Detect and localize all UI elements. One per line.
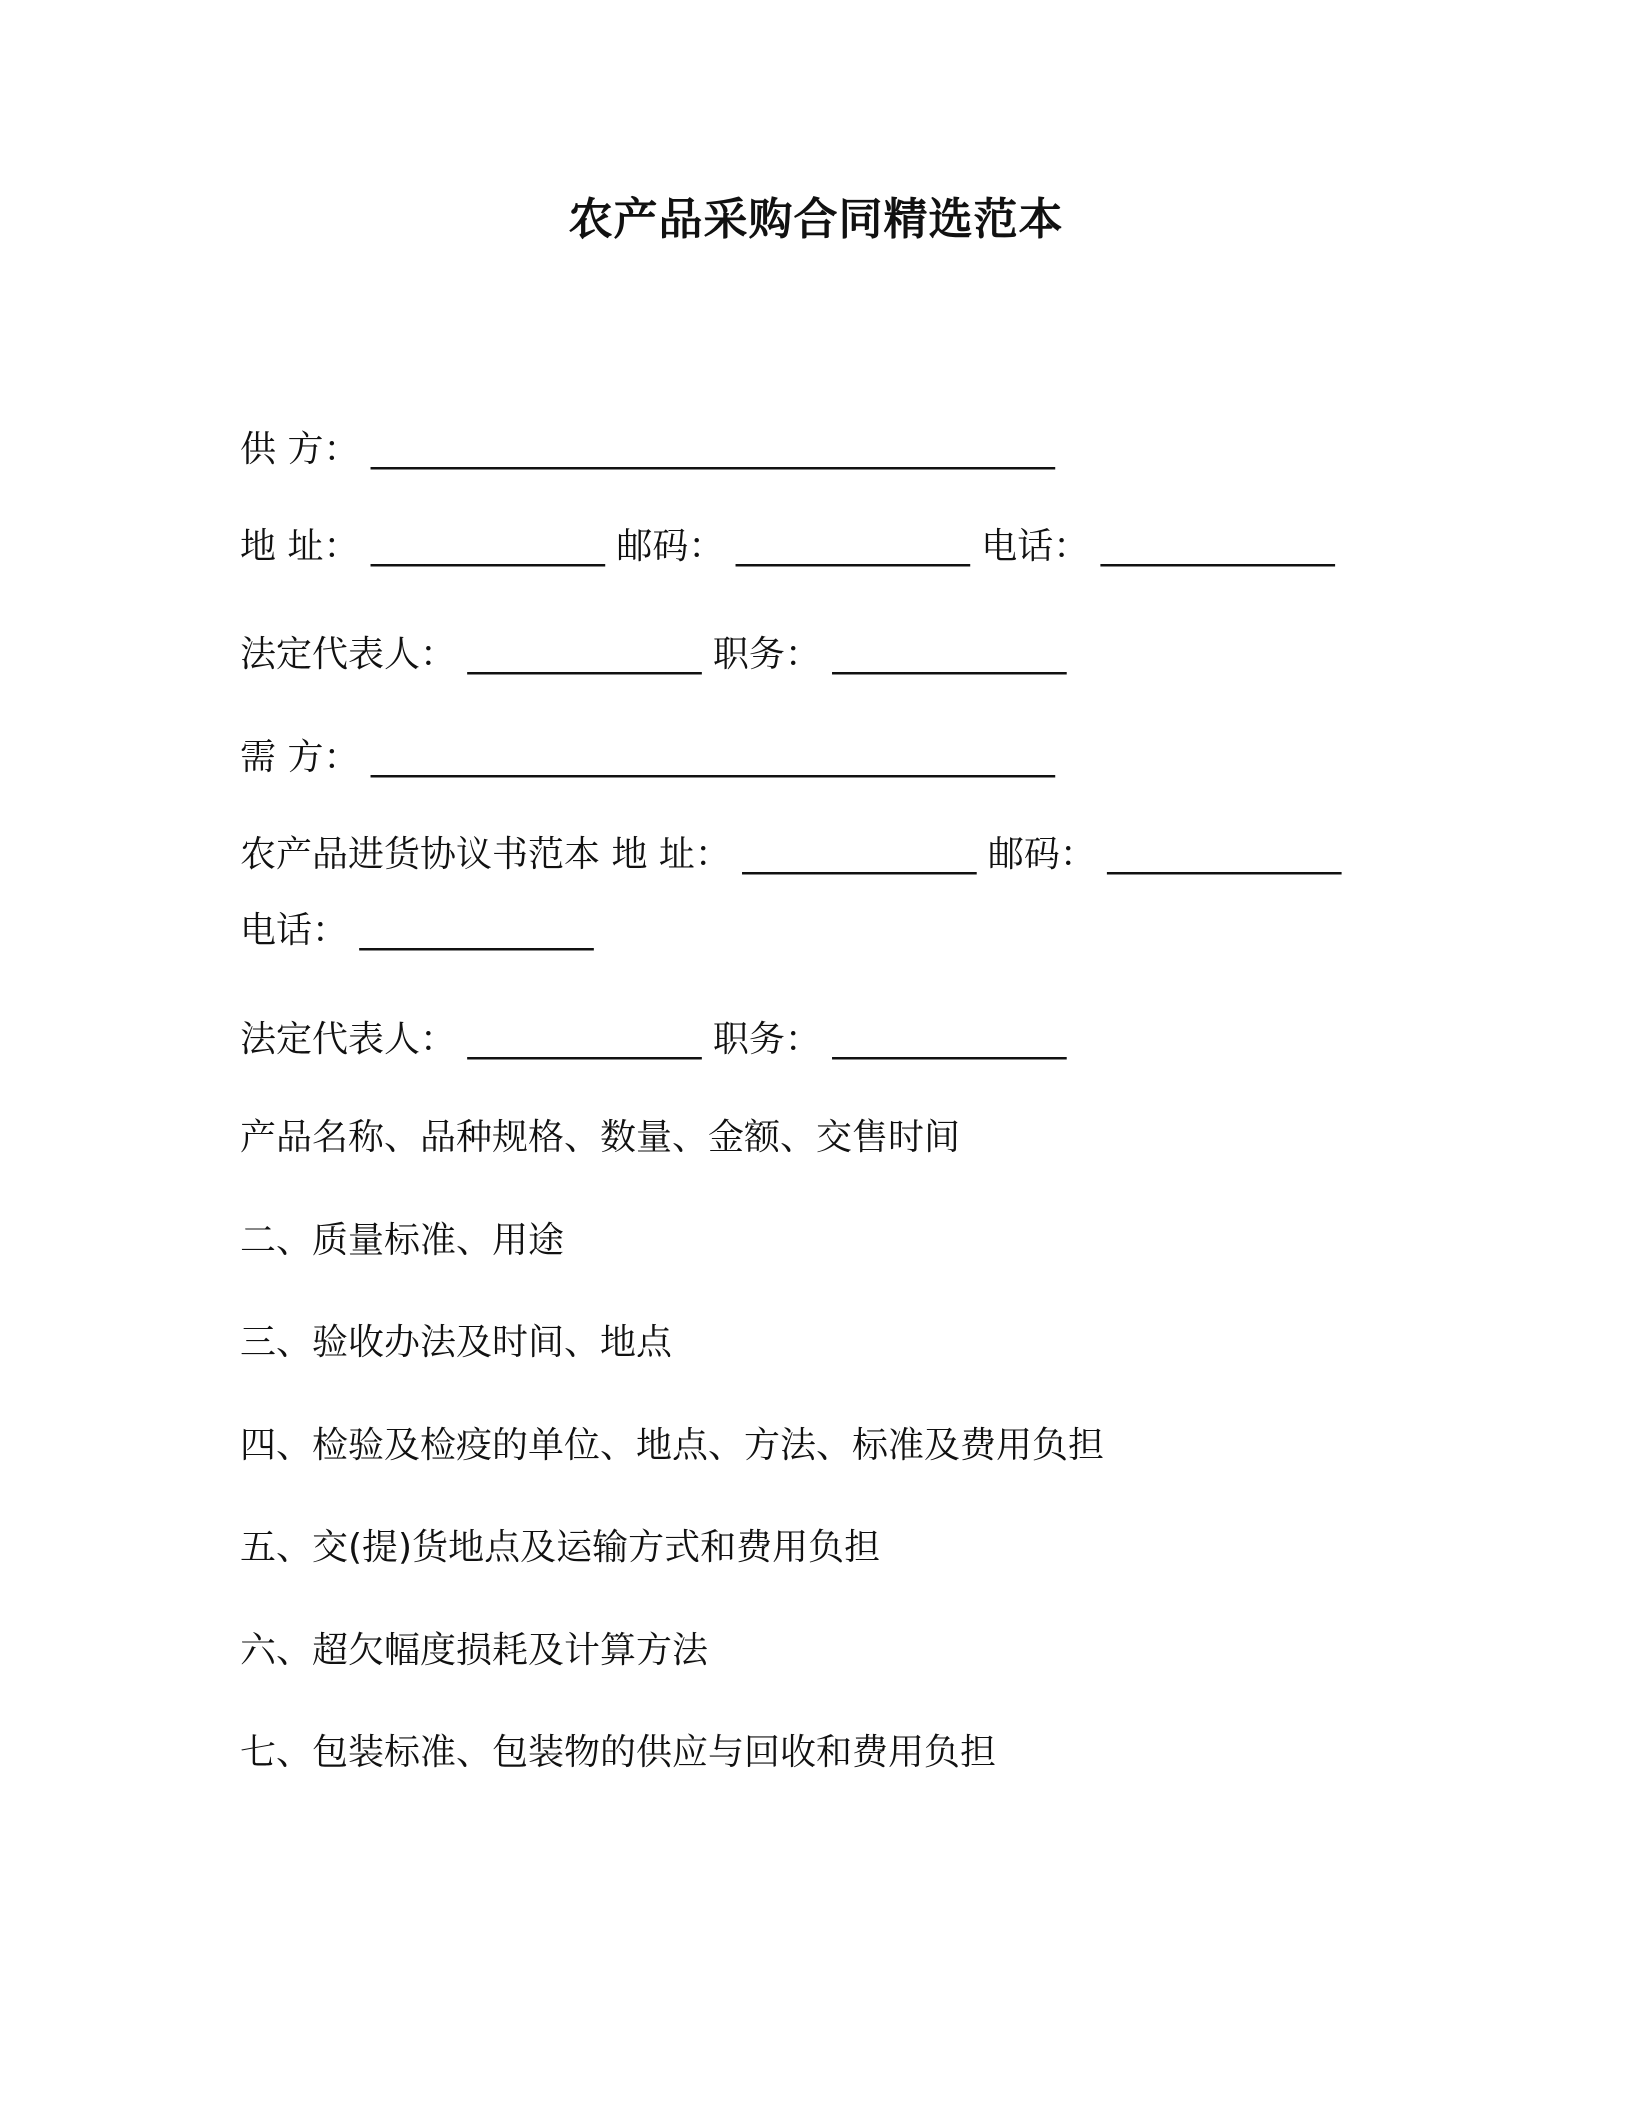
document-title: 农产品采购合同精选范本 bbox=[568, 194, 1064, 245]
buyer-address-label: 地 址： bbox=[611, 834, 731, 875]
buyer-phone-label: 电话： bbox=[240, 910, 349, 951]
buyer-phone-blank: _____________ bbox=[359, 910, 594, 951]
buyer-address-line bbox=[240, 830, 1341, 880]
buyer-address-prefix: 农产品进货协议书范本 bbox=[240, 834, 601, 875]
supplier-phone-label: 电话： bbox=[981, 526, 1090, 567]
supplier-phone-blank: _____________ bbox=[1100, 526, 1335, 567]
buyer-postcode-label: 邮码： bbox=[987, 834, 1096, 875]
clause-7: 七、包装标准、包装物的供应与回收和费用负担 bbox=[240, 1732, 997, 1773]
buyer-postcode-blank: _____________ bbox=[1107, 834, 1342, 875]
buyer-rep-label: 法定代表人： bbox=[240, 1019, 457, 1060]
supplier-position-label: 职务： bbox=[712, 634, 821, 675]
buyer-phone-line bbox=[240, 906, 593, 956]
buyer-position-blank: _____________ bbox=[832, 1019, 1067, 1060]
buyer-label: 需 方： bbox=[240, 737, 360, 778]
supplier-line bbox=[240, 425, 1055, 475]
clause-2: 二、质量标准、用途 bbox=[240, 1220, 565, 1261]
supplier-postcode-blank: _____________ bbox=[735, 526, 970, 567]
buyer-rep-line bbox=[240, 1015, 1066, 1065]
supplier-postcode-label: 邮码： bbox=[616, 526, 725, 567]
supplier-blank: ______________________________________ bbox=[370, 429, 1055, 470]
buyer-address-blank: _____________ bbox=[742, 834, 977, 875]
supplier-position-blank: _____________ bbox=[832, 634, 1067, 675]
clause-3: 三、验收办法及时间、地点 bbox=[240, 1322, 673, 1363]
supplier-address-line bbox=[240, 522, 1335, 572]
supplier-rep-line bbox=[240, 630, 1066, 680]
clause-6: 六、超欠幅度损耗及计算方法 bbox=[240, 1630, 709, 1671]
supplier-rep-blank: _____________ bbox=[467, 634, 702, 675]
buyer-position-label: 职务： bbox=[712, 1019, 821, 1060]
buyer-rep-blank: _____________ bbox=[467, 1019, 702, 1060]
supplier-rep-label: 法定代表人： bbox=[240, 634, 457, 675]
clause-5: 五、交(提)货地点及运输方式和费用负担 bbox=[240, 1527, 881, 1568]
clause-1: 产品名称、品种规格、数量、金额、交售时间 bbox=[240, 1117, 961, 1158]
supplier-address-blank: _____________ bbox=[370, 526, 605, 567]
clause-4: 四、检验及检疫的单位、地点、方法、标准及费用负担 bbox=[240, 1425, 1105, 1466]
buyer-line bbox=[240, 733, 1055, 783]
supplier-address-label: 地 址： bbox=[240, 526, 360, 567]
supplier-label: 供 方： bbox=[240, 429, 360, 470]
buyer-blank: ______________________________________ bbox=[370, 737, 1055, 778]
